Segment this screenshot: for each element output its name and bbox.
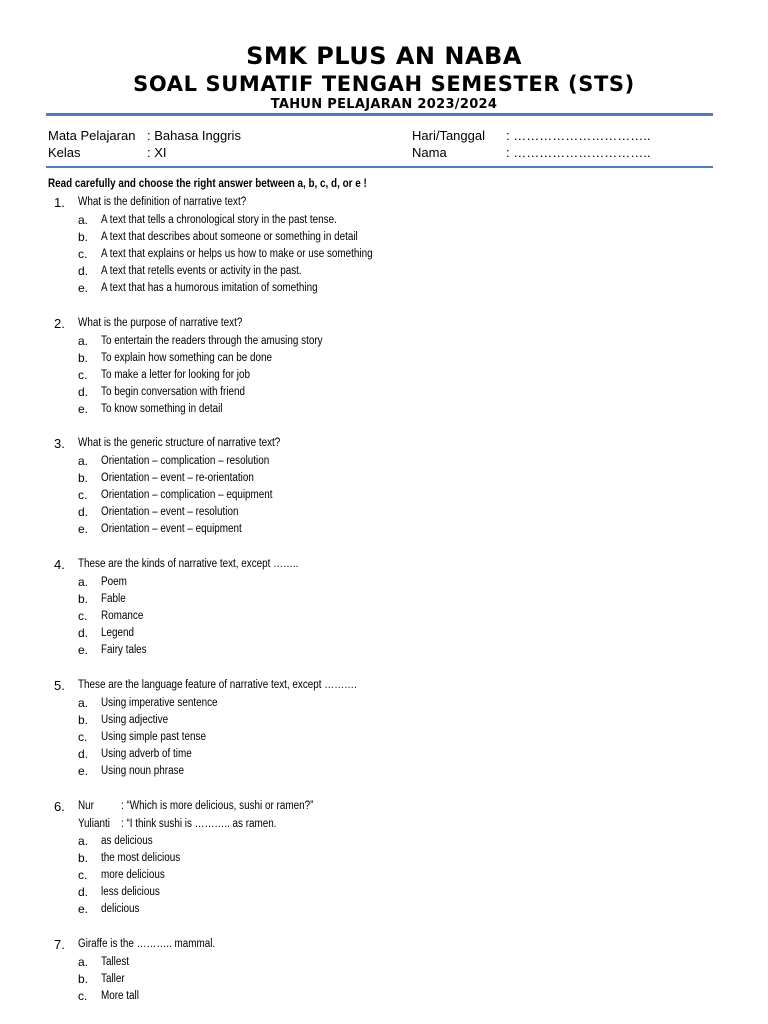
- date-value: : …………………………..: [506, 128, 651, 143]
- dialog-line: : “I think sushi is ……….. as ramen.: [121, 818, 277, 830]
- option-text[interactable]: Legend: [101, 627, 135, 639]
- question-number: 4.: [54, 557, 65, 572]
- question-text: These are the language feature of narrative text, except ……….: [78, 679, 357, 691]
- option-letter: a.: [78, 834, 89, 848]
- option-letter: b.: [78, 230, 89, 244]
- option-letter: d.: [78, 505, 89, 519]
- date-label: Hari/Tanggal: [412, 128, 485, 143]
- option-letter: a.: [78, 454, 89, 468]
- option-text[interactable]: Orientation – event – resolution: [101, 506, 239, 518]
- option-letter: a.: [78, 955, 89, 969]
- option-letter: b.: [78, 351, 89, 365]
- option-text[interactable]: A text that describes about someone or something in detail: [101, 231, 358, 243]
- question-number: 1.: [54, 195, 65, 210]
- header-divider: [46, 113, 713, 116]
- option-text[interactable]: Tallest: [101, 956, 130, 968]
- option-letter: e.: [78, 764, 89, 778]
- question-number: 5.: [54, 678, 65, 693]
- question-number: 7.: [54, 937, 65, 952]
- option-text[interactable]: A text that explains or helps us how to make or use something: [101, 248, 373, 260]
- name-value: : …………………………..: [506, 145, 651, 160]
- option-text[interactable]: A text that retells events or activity in the past.: [101, 265, 302, 277]
- option-letter: d.: [78, 747, 89, 761]
- question-text: What is the generic structure of narrative text?: [78, 437, 281, 449]
- option-text[interactable]: Orientation – event – equipment: [101, 523, 242, 535]
- option-letter: e.: [78, 522, 89, 536]
- option-text[interactable]: Fable: [101, 593, 126, 605]
- option-text[interactable]: More tall: [101, 990, 139, 1002]
- option-text[interactable]: To explain how something can be done: [101, 352, 273, 364]
- option-letter: a.: [78, 696, 89, 710]
- option-text[interactable]: To begin conversation with friend: [101, 386, 246, 398]
- option-text[interactable]: less delicious: [101, 886, 160, 898]
- option-letter: e.: [78, 643, 89, 657]
- class-label: Kelas: [48, 145, 81, 160]
- option-text[interactable]: Using adjective: [101, 714, 169, 726]
- option-letter: a.: [78, 334, 89, 348]
- question-number: 3.: [54, 436, 65, 451]
- question-text: What is the definition of narrative text?: [78, 196, 247, 208]
- option-letter: e.: [78, 402, 89, 416]
- option-text[interactable]: Orientation – event – re-orientation: [101, 472, 254, 484]
- option-letter: c.: [78, 868, 88, 882]
- option-text[interactable]: delicious: [101, 903, 140, 915]
- name-label: Nama: [412, 145, 447, 160]
- option-text[interactable]: Orientation – complication – resolution: [101, 455, 270, 467]
- option-letter: b.: [78, 713, 89, 727]
- option-text[interactable]: To make a letter for looking for job: [101, 369, 250, 381]
- school-name: SMK PLUS AN NABA: [246, 42, 522, 70]
- dialog-line: : “Which is more delicious, sushi or ramen?”: [121, 800, 314, 812]
- question-text: These are the kinds of narrative text, except ……..: [78, 558, 299, 570]
- option-text[interactable]: A text that has a humorous imitation of something: [101, 282, 318, 294]
- option-text[interactable]: Romance: [101, 610, 144, 622]
- option-letter: c.: [78, 609, 88, 623]
- exam-title: SOAL SUMATIF TENGAH SEMESTER (STS): [133, 72, 635, 96]
- option-text[interactable]: Orientation – complication – equipment: [101, 489, 273, 501]
- option-text[interactable]: as delicious: [101, 835, 153, 847]
- option-text[interactable]: To know something in detail: [101, 403, 223, 415]
- option-letter: b.: [78, 471, 89, 485]
- question-text: Giraffe is the ……….. mammal.: [78, 938, 216, 950]
- question-number: 2.: [54, 316, 65, 331]
- option-text[interactable]: Using simple past tense: [101, 731, 207, 743]
- option-text[interactable]: Using noun phrase: [101, 765, 185, 777]
- academic-year: TAHUN PELAJARAN 2023/2024: [270, 97, 498, 112]
- option-letter: b.: [78, 972, 89, 986]
- option-letter: d.: [78, 264, 89, 278]
- option-letter: d.: [78, 626, 89, 640]
- dialog-speaker: Yulianti: [78, 818, 110, 830]
- option-letter: e.: [78, 281, 89, 295]
- question-text: What is the purpose of narrative text?: [78, 317, 243, 329]
- option-letter: c.: [78, 730, 88, 744]
- subject-label: Mata Pelajaran: [48, 128, 136, 143]
- option-text[interactable]: Taller: [101, 973, 125, 985]
- class-value: : XI: [147, 145, 167, 160]
- option-text[interactable]: more delicious: [101, 869, 165, 881]
- option-text[interactable]: Poem: [101, 576, 127, 588]
- option-text[interactable]: Using adverb of time: [101, 748, 192, 760]
- option-letter: a.: [78, 213, 89, 227]
- option-letter: b.: [78, 592, 89, 606]
- question-number: 6.: [54, 799, 65, 814]
- option-letter: c.: [78, 989, 88, 1003]
- option-letter: a.: [78, 575, 89, 589]
- option-text[interactable]: A text that tells a chronological story in the past tense.: [101, 214, 337, 226]
- option-letter: c.: [78, 488, 88, 502]
- option-text[interactable]: the most delicious: [101, 852, 181, 864]
- option-letter: c.: [78, 247, 88, 261]
- option-letter: b.: [78, 851, 89, 865]
- option-text[interactable]: Using imperative sentence: [101, 697, 218, 709]
- option-text[interactable]: To entertain the readers through the amusing story: [101, 335, 323, 347]
- instruction: Read carefully and choose the right answer between a, b, c, d, or e !: [48, 178, 367, 190]
- option-text[interactable]: Fairy tales: [101, 644, 147, 656]
- subject-value: : Bahasa Inggris: [147, 128, 241, 143]
- option-letter: d.: [78, 385, 89, 399]
- option-letter: c.: [78, 368, 88, 382]
- option-letter: e.: [78, 902, 89, 916]
- option-letter: d.: [78, 885, 89, 899]
- dialog-speaker: Nur: [78, 800, 94, 812]
- info-divider: [46, 166, 713, 168]
